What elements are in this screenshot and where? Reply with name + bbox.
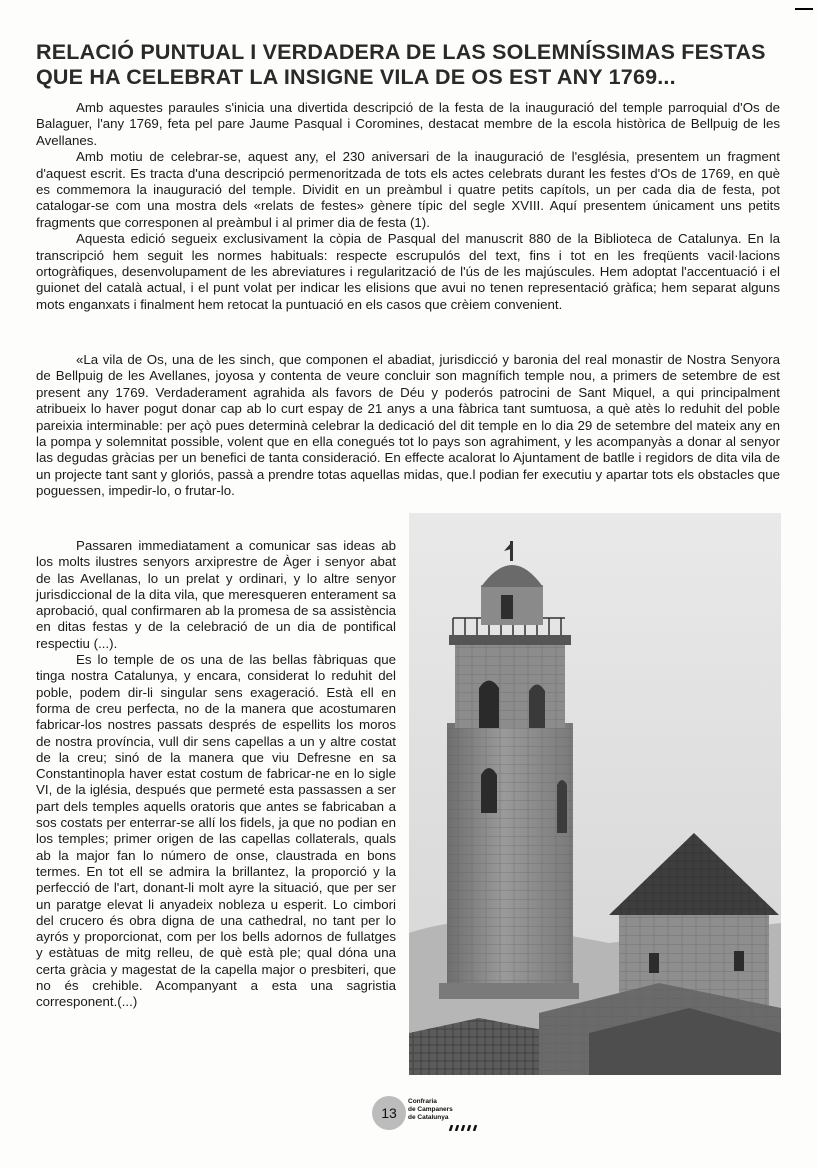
logo-line-3: de Catalunya — [408, 1114, 449, 1121]
bell-bars-icon — [448, 1125, 478, 1131]
page-footer — [372, 1096, 492, 1132]
intro-paragraph-1: Amb aquestes paraules s'inicia una divertida descripció de la festa de la inauguració del temple parroquial d'Os de Balaguer, l'any 1769, feta pel pare Jaume Pasqual i Coromines, destacat membre de la escola històrica de Bellpuig de les Avellanes. — [36, 100, 780, 148]
intro-section — [36, 100, 780, 313]
title-line-1: RELACIÓ PUNTUAL I VERDADERA DE LAS SOLEMNÍSSIMAS FESTAS — [36, 40, 766, 64]
title-line-2: QUE HA CELEBRAT LA INSIGNE VILA DE OS EST ANY 1769... — [36, 65, 676, 89]
quote-paragraph: «La vila de Os, una de les sinch, que componen el abadiat, jurisdicció y baronia del real monastir de Nostra Senyora de Bellpuig de les Avellanes, joyosa y contenta de veure concluir son magnífich temple nou, a primers de setembre de est present any 1769. Verdaderament agrahida als favors de Déu y poderós patrocini de Sant Miquel, a qui principalment atribueix lo haver pogut donar cap ab lo curt espay de 21 anys a una fàbrica tant sumtuosa, a què atès lo reduhit del poble pareixia interminable: per açò pues determinà celebrar la dedicació del dit temple en lo dia 29 de setembre del mateix any en la pompa y solemnitat possible, volent que en ella conegués tot lo pays son agrahiment, y les acompanyàs a donar al senyor las degudas gràcias per un benefici de tanta consideració. En effecte acalorat lo Ajuntament de batlle i regidors de dita vila de un projecte tant sant y gloriós, passà a prendre totas aquellas midas, que.l podian fer executiu y apartar tots els obstacles que poguessen, impedir-lo, o frutar-lo. — [36, 352, 780, 499]
confraria-logo — [408, 1098, 486, 1130]
page-title — [36, 40, 784, 90]
bell-tower-illustration — [409, 513, 781, 1075]
page-number: 13 — [372, 1096, 406, 1130]
logo-line-1: Confraria — [408, 1098, 437, 1105]
quote-section — [36, 352, 780, 500]
left-column — [36, 538, 396, 1011]
logo-line-2: de Campaners — [408, 1106, 453, 1113]
column-paragraph-2: Es lo temple de os una de las bellas fàbriquas que tinga nostra Catalunya, y encara, considerat lo reduhit del poble, podem dir-li singular sens exageració. Està ell en forma de creu perfecta, no de la manera que acostumaren fabricar-los nostres passats després de espellits los moros de nostra província, vull dir sens capellas a un y altre costat de la creu; sinó de la manera que viu Defresne en sa Constantinopla haver estat costum de fabricar-ne en lo sigle VI, de la iglésia, después que permeté esta passassen a ser part dels temples aquells oratoris que antes se fabricaban a sos costats per enterrar-se allí los fidels, ja que no podian en los temples; primer origen de las capellas collaterals, quals ab la major fan lo número de onse, claustrada en bons termes. En tot ell se admira la brillantez, la proporció y la perfecció de l'art, donant-li molt ayre la situació, que per ser un paratge elevat li anyadeix nobleza u esperit. Lo cimbori del crucero és obra digna de una cathedral, no tant per lo ayrós y proporcionat, com per los bells adornos de fullatges y estàtuas de mitg relleu, de què està ple; qual dóna una certa gràcia y magestat de la capella major o presbiteri, que no és crehible. Acompanyant a esta una sagristia corresponent.(...) — [36, 652, 396, 1010]
intro-paragraph-3: Aquesta edició segueix exclusivament la còpia de Pasqual del manuscrit 880 de la Biblioteca de Catalunya. En la transcripció hem seguit les normes habituals: respecte escrupulós del text, fins i tot en les freqüents vacil·lacions ortogràfiques, desenvolupament de les abreviatures i regularització de l'ús de les majúscules. Hem adoptat l'accentuació i el guionet del català actual, i el punt volat per indicar les elisions que avui no tenen representació gràfica; hem separat alguns mots enganxats i finalment hem retocat la puntuació en els casos que crèiem convenient. — [36, 231, 780, 312]
corner-mark — [795, 8, 813, 10]
intro-paragraph-2: Amb motiu de celebrar-se, aquest any, el 230 aniversari de la inauguració de l'església, presentem un fragment d'aquest escrit. Es tracta d'una descripció permenoritzada de tots els actes celebrats durant les festes d'Os de 1769, en què es commemora la inauguració del temple. Dividit en un preàmbul i quatre petits capítols, un per cada dia de festa, pot catalogar-se com una mostra dels «relats de festes» gènere típic del segle XVIII. Aquí presentem únicament uns petits fragments que corresponen al preàmbul i al primer dia de festa (1). — [36, 149, 780, 230]
bell-tower-photo — [409, 513, 781, 1075]
column-paragraph-1: Passaren immediatament a comunicar sas ideas ab los molts ilustres senyors arxiprestre de Àger i senyor abat de las Avellanas, lo un prelat y ordinari, y lo altre senyor jurisdiccional de la dita vila, que meresqueren enterament sa aprobació, qual confirmaren ab la promesa de sa assistència en ditas festas y de la celebració de un dia de pontifical respectiu (...). — [36, 538, 396, 651]
